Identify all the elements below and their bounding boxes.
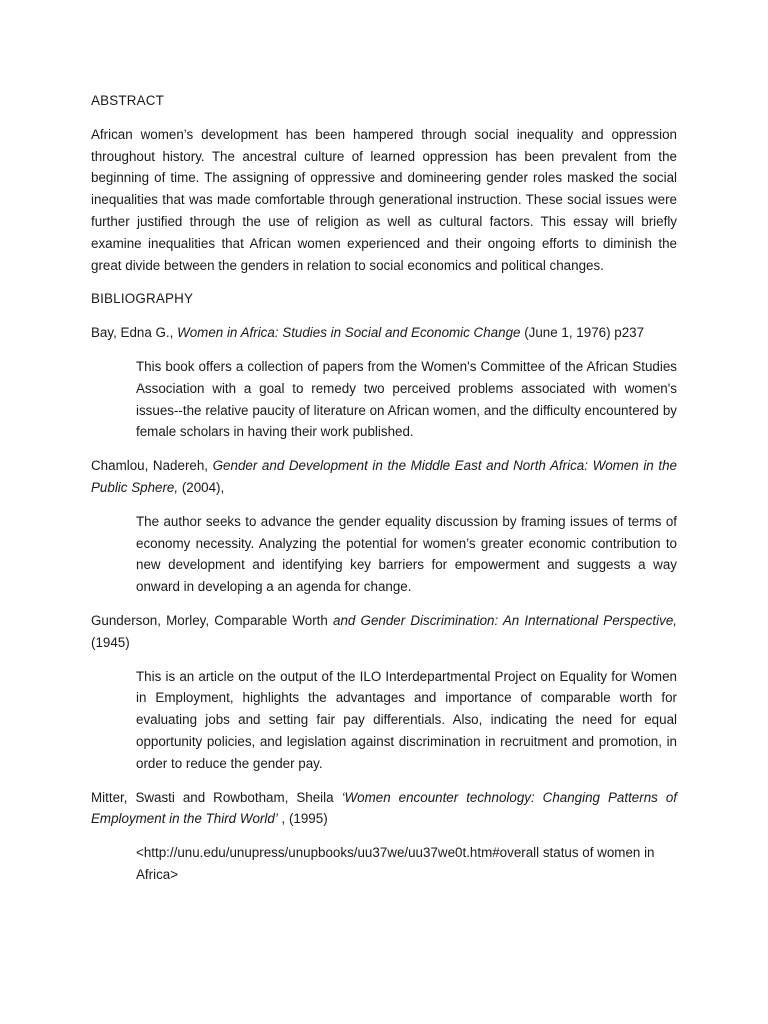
abstract-heading: ABSTRACT: [91, 93, 165, 108]
citation-author: Mitter, Swasti and Rowbotham, Sheila: [91, 789, 342, 805]
citation-title: Women in Africa: Studies in Social and Economic Change: [177, 325, 521, 341]
citation-title: Gender and Development in the Middle East and North Africa: Women in the Public Sphere,: [91, 458, 677, 495]
citation: [91, 610, 677, 654]
citation-url: <http://unu.edu/unupress/unupbooks/uu37we/uu37we0t.htm#overall status of women in Africa>: [136, 845, 655, 882]
bibliography-entry: [91, 455, 677, 598]
abstract-body: African women’s development has been hampered through social inequality and oppression throughout history. The ancestral culture of learned oppression has been prevalent from the beginning of time. The assigning of oppressive and domineering gender roles masked the social inequalities that was made comfortable through generational instruction. These social issues were further justified through the use of religion as well as cultural factors. This essay will briefly examine inequalities that African women experienced and their ongoing efforts to diminish the great divide between the genders in relation to social economics and political changes.: [91, 126, 677, 273]
citation-date: , (1995): [277, 811, 328, 827]
citation-date: (2004),: [178, 479, 225, 495]
citation: [91, 455, 677, 499]
citation-author: Chamlou, Nadereh,: [91, 458, 213, 474]
citation-annotation: This is an article on the output of the ILO Interdepartmental Project on Equality for Women in Employment, highlights the advantages and importance of comparable worth for evaluating jobs and setting fair pay differentials. Also, indicating the need for equal opportunity policies, and legislation against discrimination in recruitment and promotion, in order to reduce the gender pay.: [136, 668, 677, 771]
citation-title: and Gender Discrimination: An International Perspective,: [333, 612, 677, 628]
citation: [91, 322, 677, 344]
citation-date: (June 1, 1976) p237: [520, 325, 645, 341]
citation: [91, 787, 677, 831]
bibliography-entry: [91, 787, 677, 886]
bibliography-heading: BIBLIOGRAPHY: [91, 291, 194, 307]
citation-title: ‘Women encounter technology: Changing Patterns of Employment in the Third World’: [91, 789, 677, 827]
citation-annotation: This book offers a collection of papers from the Women's Committee of the African Studies Association with a goal to remedy two perceived problems associated with women's issues--the relative paucity of literature on African women, and the difficulty encountered by female scholars in having their work published.: [136, 358, 677, 440]
document-page: [91, 90, 677, 898]
bibliography-entry: [91, 610, 677, 775]
citation-author: Bay, Edna G.,: [91, 325, 178, 341]
citation-annotation: The author seeks to advance the gender equality discussion by framing issues of terms of economy necessity. Analyzing the potential for women’s greater economic contribution to new development and identifying key barriers for empowerment and suggests a way onward in developing a an agenda for change.: [136, 513, 677, 595]
citation-author: Gunderson, Morley, Comparable Worth: [91, 612, 334, 628]
bibliography-entry: [91, 322, 677, 443]
citation-date: (1945): [91, 634, 130, 650]
